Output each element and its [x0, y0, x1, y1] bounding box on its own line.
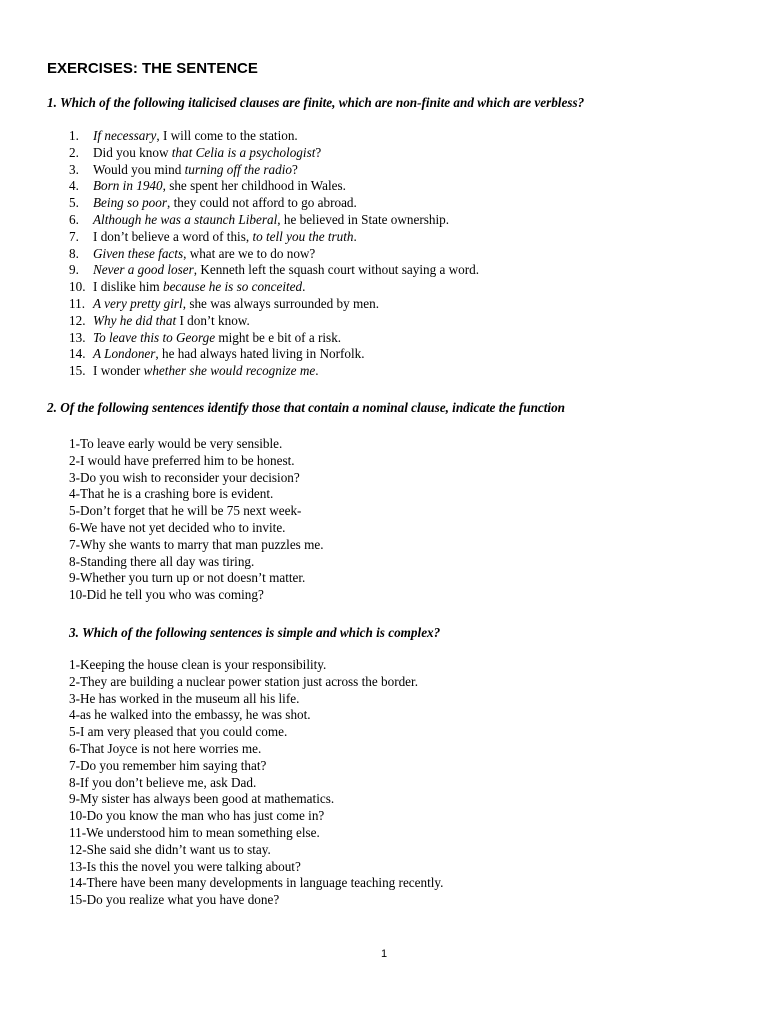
exercise-1-heading: 1. Which of the following italicised clauses are finite, which are non-finite and which are verbless?	[47, 95, 585, 110]
list-item: 9-Whether you turn up or not doesn’t matter.	[69, 570, 306, 586]
list-item	[69, 246, 479, 263]
item-text: might be e bit of a risk.	[215, 329, 342, 345]
list-item: 4-as he walked into the embassy, he was shot.	[69, 707, 311, 723]
item-text: .	[315, 363, 319, 379]
item-number: 6.	[69, 211, 79, 227]
exercise-2-heading: 2. Of the following sentences identify those that contain a nominal clause, indicate the function	[47, 400, 566, 415]
list-item: 7-Do you remember him saying that?	[69, 757, 267, 773]
item-number: 2.	[69, 144, 79, 160]
item-number: 12.	[69, 312, 86, 328]
list-item: 7-Why she wants to marry that man puzzles me.	[69, 536, 324, 552]
list-item: 10-Do you know the man who has just come in?	[69, 808, 325, 824]
italicised-clause: Although he was a staunch Liberal	[93, 211, 278, 227]
italicised-clause: Why he did that	[93, 312, 177, 328]
item-text: ?	[315, 144, 322, 160]
item-number: 8.	[69, 245, 79, 261]
item-text: .	[353, 228, 357, 244]
list-item: 5-Don’t forget that he will be 75 next week-	[69, 503, 302, 519]
item-text: ?	[291, 161, 298, 177]
item-text: , I will come to the station.	[156, 128, 298, 143]
list-item: 6-We have not yet decided who to invite.	[69, 519, 286, 535]
italicised-clause: whether she would recognize me	[143, 363, 316, 379]
item-number: 1.	[69, 128, 79, 143]
list-item	[69, 229, 479, 246]
list-item	[69, 279, 479, 296]
list-item: 8-Standing there all day was tiring.	[69, 553, 255, 569]
item-text: , what are we to do now?	[183, 245, 316, 261]
italicised-clause: To leave this to George	[93, 329, 216, 345]
list-item: 3-He has worked in the museum all his life.	[69, 690, 300, 706]
item-text: , they could not afford to go abroad.	[167, 195, 357, 211]
item-number: 11.	[69, 295, 85, 311]
page-number: 1	[380, 948, 388, 960]
list-item: 11-We understood him to mean something else.	[69, 824, 320, 840]
list-item	[69, 128, 479, 145]
item-text: , he had always hated living in Norfolk.	[155, 346, 365, 362]
list-item	[69, 346, 479, 363]
item-text: I dislike him	[93, 279, 163, 295]
page-title: EXERCISES: THE SENTENCE	[47, 60, 258, 77]
list-item: 12-She said she didn’t want us to stay.	[69, 841, 271, 857]
list-item: 1-To leave early would be very sensible.	[69, 436, 283, 451]
list-item	[69, 313, 479, 330]
italicised-clause: A very pretty girl	[93, 295, 183, 311]
list-item: 13-Is this the novel you were talking about?	[69, 858, 301, 874]
list-item	[69, 195, 479, 212]
exercise-3-heading: 3. Which of the following sentences is simple and which is complex?	[69, 625, 441, 640]
item-text: , she was always surrounded by men.	[182, 295, 380, 311]
item-number: 15.	[69, 363, 86, 379]
list-item	[69, 162, 479, 179]
italicised-clause: to tell you the truth	[252, 228, 354, 244]
list-item: 4-That he is a crashing bore is evident.	[69, 486, 274, 502]
item-text: , Kenneth left the squash court without saying a word.	[193, 262, 480, 278]
list-item: 14-There have been many developments in language teaching recently.	[69, 875, 444, 891]
list-item: 2-I would have preferred him to be honest.	[69, 452, 295, 468]
item-text: I wonder	[93, 363, 144, 379]
item-number: 14.	[69, 346, 86, 362]
list-item	[69, 296, 479, 313]
italicised-clause: turning off the radio	[184, 161, 292, 177]
list-item: 10-Did he tell you who was coming?	[69, 587, 264, 603]
italicised-clause: A Londoner	[93, 346, 156, 362]
item-number: 10.	[69, 279, 86, 295]
italicised-clause: Given these facts	[93, 245, 184, 261]
list-item: 2-They are building a nuclear power station just across the border.	[69, 673, 418, 689]
list-item	[69, 262, 479, 279]
list-item: 5-I am very pleased that you could come.	[69, 724, 288, 740]
item-number: 4.	[69, 178, 79, 194]
item-number: 3.	[69, 161, 79, 177]
list-item: 8-If you don’t believe me, ask Dad.	[69, 774, 257, 790]
exercise-1-list	[69, 128, 479, 380]
italicised-clause: because he is so conceited	[162, 279, 303, 295]
item-text: Would you mind	[93, 161, 185, 177]
list-item: 6-That Joyce is not here worries me.	[69, 740, 262, 756]
item-number: 9.	[69, 262, 79, 278]
list-item: 3-Do you wish to reconsider your decision?	[69, 469, 300, 485]
list-item: 9-My sister has always been good at mathematics.	[69, 791, 335, 807]
item-text: Did you know	[93, 144, 172, 160]
item-text: , he believed in State ownership.	[277, 211, 450, 227]
item-text: , she spent her childhood in Wales.	[162, 178, 346, 194]
list-item: 15-Do you realize what you have done?	[69, 892, 280, 908]
exercise-2-list	[69, 436, 324, 604]
list-item: 1-Keeping the house clean is your responsibility.	[69, 657, 327, 672]
italicised-clause: Being so poor	[93, 195, 167, 211]
italicised-clause: If necessary	[93, 128, 157, 143]
list-item	[69, 145, 479, 162]
item-number: 5.	[69, 195, 79, 211]
italicised-clause: that Celia is a psychologist	[171, 144, 316, 160]
italicised-clause: Never a good loser	[93, 262, 194, 278]
item-number: 7.	[69, 228, 79, 244]
list-item	[69, 212, 479, 229]
exercise-3-list	[69, 657, 443, 909]
item-text: I don’t believe a word of this,	[93, 228, 253, 244]
list-item	[69, 363, 479, 380]
item-text: .	[302, 279, 306, 295]
list-item	[69, 178, 479, 195]
item-number: 13.	[69, 329, 86, 345]
list-item	[69, 330, 479, 347]
italicised-clause: Born in 1940	[93, 178, 163, 194]
item-text: I don’t know.	[176, 312, 250, 328]
